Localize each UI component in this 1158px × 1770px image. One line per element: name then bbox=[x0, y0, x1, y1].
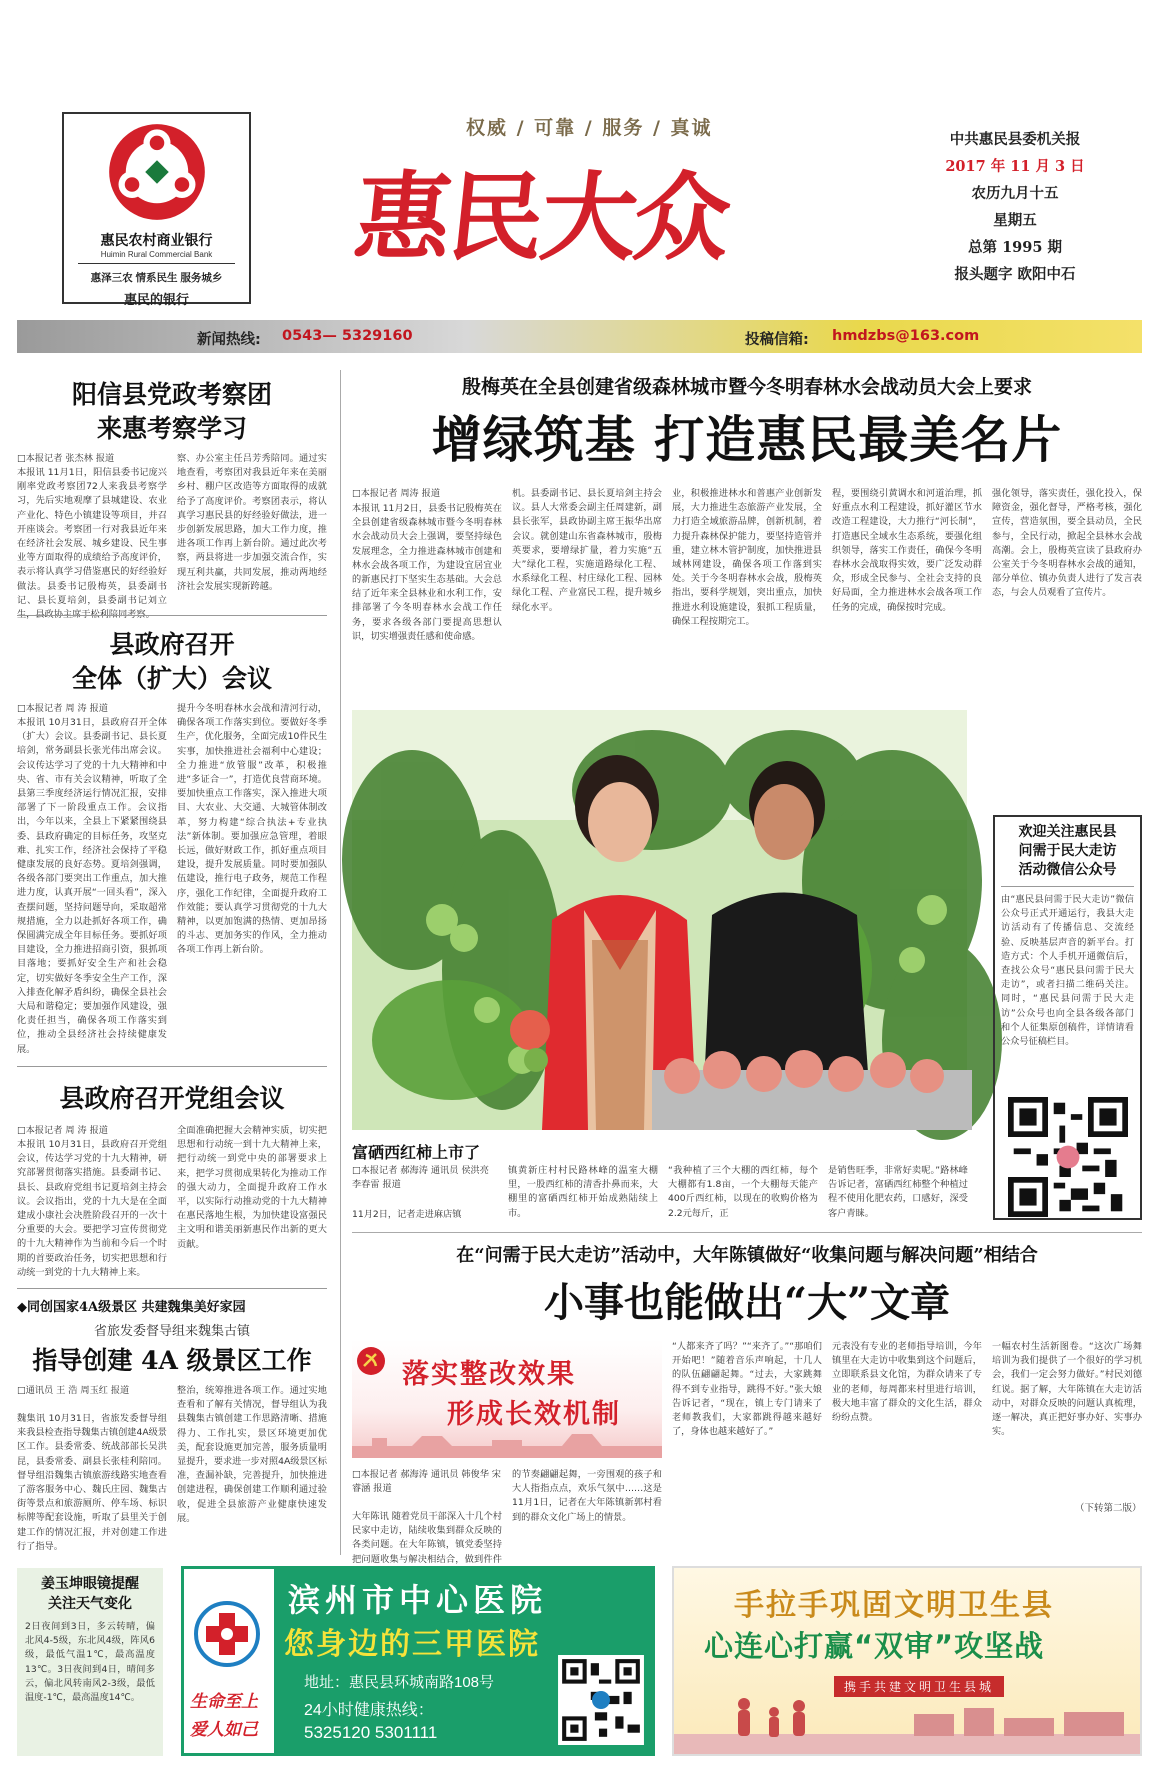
article-1-byline: □本报记者 张杰林 报道 bbox=[17, 453, 115, 464]
email-label: 投稿信箱: bbox=[745, 332, 809, 348]
wechat-title-line2: 问需于民大走访 bbox=[1018, 843, 1117, 859]
photo-caption-title: 富硒西红柿上市了 bbox=[352, 1143, 481, 1162]
wechat-title-line1: 欢迎关注惠民县 bbox=[1018, 824, 1117, 840]
article-2-col1: 本报讯 10月31日，县政府召开全体（扩大）会议。县委副书记、县长夏培剑，常务副县长张光伟出席会议。会议传达学习了党的十九大精神和中央、省、市有关会议精神，听取了全县第三季度经济运行情况汇报，安排部署了下一阶段重点工作。会议指出，今年以来，全县上下紧紧围绕县委、县政府确定的目标任务，攻坚克难、扎实工作，经济社会保持了平稳健康发展的良好态势。夏培剑强调，各级各部门要突出工作重点，加大推进力度，认真开展“一回头看”，深入查摆问题，坚持问题导向，采取超常规措施，全力以赴抓好各项工作，确保圆满完成全年目标任务。要抓好项目建设，全力推进招商引资，狠抓项目落地；要抓好安全生产和社会稳定，切实做好冬季安全生产工作，深入排查化解矛盾纠纷，确保全县社会大局和谐稳定；要加强作风建设，强化责任担当，确保各项工作落实到位，推动全县经济社会持续健康发展。 bbox=[17, 717, 167, 1055]
lead-byline: □本报记者 周涛 报道 bbox=[352, 488, 441, 499]
hospital-address: 地址：惠民县环城南路108号 bbox=[304, 1674, 495, 1691]
paper-motto: 权威 / 可靠 / 服务 / 真诚 bbox=[466, 117, 713, 139]
wechat-title bbox=[1001, 823, 1134, 880]
second-col4: 元表没有专业的老师指导培训，今年镇里在大走访中收集到这个问题后，立即联系县文化馆，为群众请来了专业的老师，每周都来村里进行培训，极大地丰富了群众的文化生活，群众纷纷点赞。 bbox=[832, 1341, 982, 1424]
banner-line2: 形成长效机制 bbox=[447, 1399, 621, 1430]
article-3-col1: 本报讯 10月31日，县政府召开党组会议，传达学习党的十九大精神，研究部署贯彻落实措施。县委副书记、县长、县政府党组书记夏培剑主持会议。会议指出，党的十九大是在全面建成小康社会决胜阶段召开的一次十分重要的大会。要把学习宣传贯彻党的十九大精神作为当前和今后一个时期的首要政治任务，切实把思想和行动统一到党的十九大精神上来。 bbox=[17, 1139, 167, 1278]
lead-col4: 程，要围绕引黄调水和河道治理，抓好重点水利工程建设，抓好灌区节水改造工程建设，大力推行“河长制”，打造惠民全域水生态系统，要强化组织领导，落实工作责任，确保今冬明春林水会战取得实效，要广泛发动群众，形成全民参与、全社会支持的良好局面，全力推进林水会战各项工作任务的完成，确保按时完成。 bbox=[832, 488, 982, 613]
civil-line2: 心连心打赢“双审”攻坚战 bbox=[704, 1629, 1045, 1663]
lead-kicker: 殷梅英在全县创建省级森林城市暨今冬明春林水会战动员大会上要求 bbox=[461, 376, 1032, 398]
second-title: 小事也能做出“大”文章 bbox=[543, 1279, 950, 1326]
civil-line1: 手拉手巩固文明卫生县 bbox=[734, 1588, 1054, 1623]
hospital-qr-code-icon[interactable] bbox=[558, 1655, 644, 1745]
lead-title: 增绿筑基 打造惠民最美名片 bbox=[431, 411, 1063, 469]
divider bbox=[352, 1232, 1142, 1233]
weather-title-line1: 姜玉坤眼镜提醒 bbox=[41, 1576, 139, 1592]
organ: 中共惠民县委机关报 bbox=[949, 131, 1081, 148]
hospital-hotline-numbers: 5325120 5301111 bbox=[304, 1723, 438, 1742]
wechat-box bbox=[993, 815, 1142, 1220]
rectification-banner bbox=[352, 1340, 662, 1458]
article-1-col2: 察、办公室主任吕芳秀陪同。通过实地查看，考察团对我县近年来在美丽乡村、棚户区改造等方面取得的成就给予了高度评价。考察团表示，将认真学习惠民县的好经验好做法，进一步创新发展思路，加大工作力度，推进各项工作再上新台阶。通过此次考察，两县将进一步加强交流合作，实现互利共赢，共同发展，推动两地经济社会发展实现新跨越。 bbox=[177, 453, 327, 592]
hospital-name: 滨州市中心医院 bbox=[288, 1581, 548, 1619]
bank-logo-icon bbox=[105, 120, 209, 224]
photo-caption-byline: □本报记者 郝海涛 通讯员 侯洪亮 李春雷 报道 bbox=[352, 1165, 489, 1190]
bank-slogan2: 惠民的银行 bbox=[123, 293, 189, 308]
lunar-date: 农历九月十五 bbox=[971, 185, 1059, 202]
divider bbox=[17, 615, 327, 616]
article-4-col1: 魏集讯 10月31日，省旅发委督导组来我县检查指导魏集古镇创建4A级景区工作。县委常委、统战部部长吴洪昆，县委常委、副县长张桂利陪同。督导组沿魏集古镇旅游线路实地查看了游客服务中心、魏氏庄园、魏集古街等景点和旅游厕所、停车场、标识标牌等配套设施，听取了县里关于创建工作的情况汇报，并对创建工作进行了指导。 bbox=[17, 1413, 167, 1552]
second-byline: □本报记者 郝海涛 通讯员 韩俊华 宋睿涵 报道 bbox=[352, 1469, 501, 1494]
photo-caption-col2: “我种植了三个大棚的西红柿，每个大棚都有1.8亩，一个大棚每天能产400斤西红柿，以现在的收购价格为2.2元每斤，正 bbox=[668, 1165, 818, 1219]
weather-forecast: 2日夜间到3日，多云转晴，偏北风4-5级，东北风4级，阵风6级，最低气温1℃，最高温度13℃。3日夜间到4日，晴间多云，偏北风转南风2-3级，最低温度-1℃，最高温度14℃。 bbox=[25, 1621, 155, 1704]
article-2-title bbox=[17, 628, 327, 696]
contact-bar bbox=[17, 320, 1142, 353]
lead-col5: 强化领导，落实责任，强化投入，保障资金，强化督导，严格考核，强化宣传，营造氛围，要全县动员，全民参与，全民行动，掀起全县林水会战高潮。会上，殷梅英宣读了县政府办公室关于今冬明春林水会战的通知，部分单位、镇办负责人进行了发言表态，与会人员观看了宣传片。 bbox=[992, 488, 1142, 599]
column-divider bbox=[340, 370, 341, 1555]
second-col3: “人都来齐了吗？”“来齐了。”“那咱们开始吧！”随着音乐声响起，十几人的队伍翩翩起舞。“过去，大家跳舞得不到专业指导，跳得不好。”张大娘告诉记者，“现在，镇上专门请来了老师教我们，大家都跳得越来越好了，身体也越来越好了。” bbox=[672, 1341, 822, 1438]
issue-number: 总第 1995 期 bbox=[968, 239, 1062, 256]
divider bbox=[17, 1288, 327, 1289]
article-3-col2: 全面准确把握大会精神实质，切实把思想和行动统一到十九大精神上来，把行动统一到党中央的部署要求上来，把学习贯彻成果转化为推动工作的强大动力，全面提升政府工作水平，以实际行动推动党的十九大精神在惠民落地生根，为加快建设富强民主文明和谐美丽新惠民作出新的更大贡献。 bbox=[177, 1125, 327, 1250]
family-silhouette-icon bbox=[674, 1694, 1140, 1754]
weather-advert bbox=[17, 1568, 163, 1756]
article-4-byline: □通讯员 王 浩 周玉红 报道 bbox=[17, 1385, 130, 1396]
wechat-qr-code-icon[interactable] bbox=[1008, 1097, 1128, 1217]
tomato-greenhouse-photo bbox=[352, 710, 967, 1130]
article-4-subtitle: 省旅发委督导组来魏集古镇 bbox=[93, 1324, 250, 1339]
weather-title-line2: 关注天气变化 bbox=[48, 1596, 132, 1612]
calligraphy-credit: 报头题字 欧阳中石 bbox=[954, 266, 1076, 283]
hospital-cross-logo-icon bbox=[194, 1601, 260, 1667]
hotline-number: 0543— 5329160 bbox=[282, 328, 413, 344]
wechat-title-line3: 活动微信公众号 bbox=[1018, 862, 1117, 878]
bank-name: 惠民农村商业银行 bbox=[100, 232, 213, 248]
civilization-advert bbox=[672, 1566, 1142, 1756]
article-4-kicker: ◆同创国家4A级景区 共建魏集美好家园 bbox=[17, 1300, 246, 1315]
hospital-advert bbox=[181, 1566, 655, 1756]
divider bbox=[1001, 886, 1134, 887]
party-emblem-icon bbox=[356, 1346, 386, 1376]
issue-info bbox=[920, 126, 1110, 288]
photo-caption-col1: 镇黄新庄村村民路林峰的温室大棚里，一股西红柿的清香扑鼻而来，大棚里的富硒西红柿开始成熟陆续上市。 bbox=[508, 1165, 658, 1219]
civil-tag: 携手共建文明卫生县城 bbox=[834, 1676, 1004, 1697]
second-col2: 的节奏翩翩起舞，一旁围观的孩子和大人指指点点，欢乐气氛中……这是11月1日，记者在大年陈镇新郭村看到的群众文化广场上的情景。 bbox=[512, 1469, 662, 1523]
article-2-col2: 提升今冬明春林水会战和清河行动，确保各项工作落实到位。要做好冬季生产，优化服务，全面完成10件民生实事，加快推进社会福利中心建设；全力推进“放管服”改革，积极推进“多证合一”，打造优良营商环境。要加快重点工作落实，深入推进大项目、大农业、大交通、大城管体制改革，努力构建“综合执法+专业执法”新体制。要加强应急管理，着眼长远，做好财政工作，抓好重点项目建设，提升发展质量。同时要加强队伍建设，推行电子政务，规范工作程序，强化工作纪律，全面提升政府工作效能；要认真学习贯彻党的十九大精神，以更加饱满的热情、更加昂扬的斗志、更加务实的作风，全力推动各项工作再上新台阶。 bbox=[177, 703, 327, 956]
lead-col3: 业，积极推进林水和普惠产业创新发展，大力推进生态旅游产业发展，全力打造全域旅游品牌，创新机制，着力提升森林保护能力，要坚持造管并重，建立林木管护制度，加快推进县域林网建设，确保各项工作落到实处。关于今冬明春林水会战，殷梅英指出，要科学规划，突出重点，加快推进水利设施建设，狠抓工程质量，确保工程按期完工。 bbox=[672, 488, 822, 627]
bank-name-en: Huimin Rural Commercial Bank bbox=[78, 250, 235, 264]
article-1-title-line2: 来惠考察学习 bbox=[96, 414, 247, 443]
photo-caption-col3: 是销售旺季，非常好卖呢。”路林峰告诉记者，富硒西红柿整个种植过程不使用化肥农药，口感好，深受客户青睐。 bbox=[828, 1165, 968, 1219]
bank-advert bbox=[62, 112, 251, 308]
divider bbox=[17, 1066, 327, 1067]
hospital-motto-line1: 生命至上 bbox=[190, 1692, 258, 1712]
article-3-title: 县政府召开党组会议 bbox=[59, 1084, 285, 1113]
article-1-title-line1: 阳信县党政考察团 bbox=[71, 380, 272, 409]
lead-col2: 机。县委副书记、县长夏培剑主持会议。县人大常委会副主任周建新，副县长张军，县政协副主席王振华出席会议。就创建山东省森林城市，殷梅英要求，要增绿扩量，着力实施“五大”绿化工程，实施道路绿化工程、水系绿化工程、村庄绿化工程、园林绿化工程、产业富民工程，提升城乡绿化水平。 bbox=[512, 488, 662, 613]
paper-name: 惠民大众 bbox=[349, 161, 734, 274]
article-2-byline: □本报记者 周 涛 报道 bbox=[17, 703, 108, 714]
article-3-byline: □本报记者 周 涛 报道 bbox=[17, 1125, 108, 1136]
second-kicker: 在“问需于民大走访”活动中，大年陈镇做好“收集问题与解决问题”相结合 bbox=[456, 1245, 1038, 1266]
issue-date: 2017 年 11 月 3 日 bbox=[945, 158, 1085, 175]
photo-caption-date: 11月2日，记者走进麻店镇 bbox=[352, 1209, 462, 1220]
tiananmen-skyline-icon bbox=[352, 1428, 662, 1458]
article-4-title: 指导创建 4A 级景区工作 bbox=[32, 1346, 312, 1375]
article-1-title bbox=[17, 378, 327, 446]
article-2-title-line1: 县政府召开 bbox=[109, 630, 235, 659]
hotline-label: 新闻热线: bbox=[197, 332, 261, 348]
bank-slogan: 惠泽三农 情系民生 服务城乡 bbox=[90, 272, 223, 284]
second-col5: 一幅农村生活新图卷。“这次广场舞培训为我们提供了一个很好的学习机会，我们一定会努力做好。”村民刘德红说。据了解，大年陈镇在大走访活动中，对群众反映的问题认真梳理，逐一解决，真正把好事办好、实事办实。 bbox=[992, 1341, 1142, 1438]
hospital-hotline-label: 24小时健康热线： bbox=[304, 1702, 434, 1719]
weekday: 星期五 bbox=[993, 212, 1037, 229]
article-2-title-line2: 全体（扩大）会议 bbox=[71, 664, 272, 693]
article-4-col2: 整治，统筹推进各项工作。通过实地查看和了解有关情况，督导组认为我县魏集古镇创建工作思路清晰、措施得力、工作扎实，景区环境更加优美，配套设施更加完善，服务质量明显提升，要求进一步对照4A级景区标准，查漏补缺，完善提升，加快推进创建进程，确保创建工作顺利通过验收，促进全县旅游产业健康快速发展。 bbox=[177, 1385, 327, 1524]
lead-col1: 本报讯 11月2日，县委书记殷梅英在全县创建省级森林城市暨今冬明春林水会战动员大会上强调，要坚持绿色发展理念，全力推进森林城市创建和林水会战各项工作，为建设宜居宜业的新惠民打下坚实生态基础。大会总结了近年来全县林业和水利工作，安排部署了今冬明春林水会战工作任务，要求各级各部门要提高思想认识，切实增强责任感和使命感。 bbox=[352, 503, 502, 642]
hospital-motto-line2: 爱人如己 bbox=[190, 1720, 258, 1740]
continued-note: （下转第二版） bbox=[1075, 1503, 1142, 1514]
second-col1: 大年陈讯 随着党员干部深入十几个村民家中走访，陆续收集到群众反映的各类问题。在大年陈镇，镇党委坚持把问题收集与解决相结合，做到件件 bbox=[352, 1511, 502, 1565]
banner-line1: 落实整改效果 bbox=[402, 1359, 576, 1390]
article-1-col1: 本报讯 11月1日，阳信县委书记庞兴刚率党政考察团72人来我县考察学习，先后实地观摩了县城建设、农业产业化、特色小镇建设等项目，并召开座谈会。考察团一行对我县近年来在经济社会发展、城乡建设、民生事业等方面取得的成绩给予高度评价，表示将认真学习借鉴惠民的好经验好做法。县委书记殷梅英，县委副书记、县长夏培剑，县委副书记刘立 bbox=[17, 467, 167, 606]
wechat-body: 由“惠民县问需于民大走访”微信公众号正式开通运行，我县大走访活动有了传播信息、交流经验、反映基层声音的新平台。打造方式：个人手机开通微信后，查找公众号“惠民县问需于民大走访”，或者扫描二维码关注。同时，“惠民县问需于民大走访”公众号也向全县各级各部门和个人征集原创稿件，详情请看公众号征稿栏目。 bbox=[1001, 894, 1134, 1048]
hospital-slogan: 您身边的三甲医院 bbox=[284, 1627, 540, 1662]
email-address[interactable]: hmdzbs@163.com bbox=[832, 328, 980, 344]
